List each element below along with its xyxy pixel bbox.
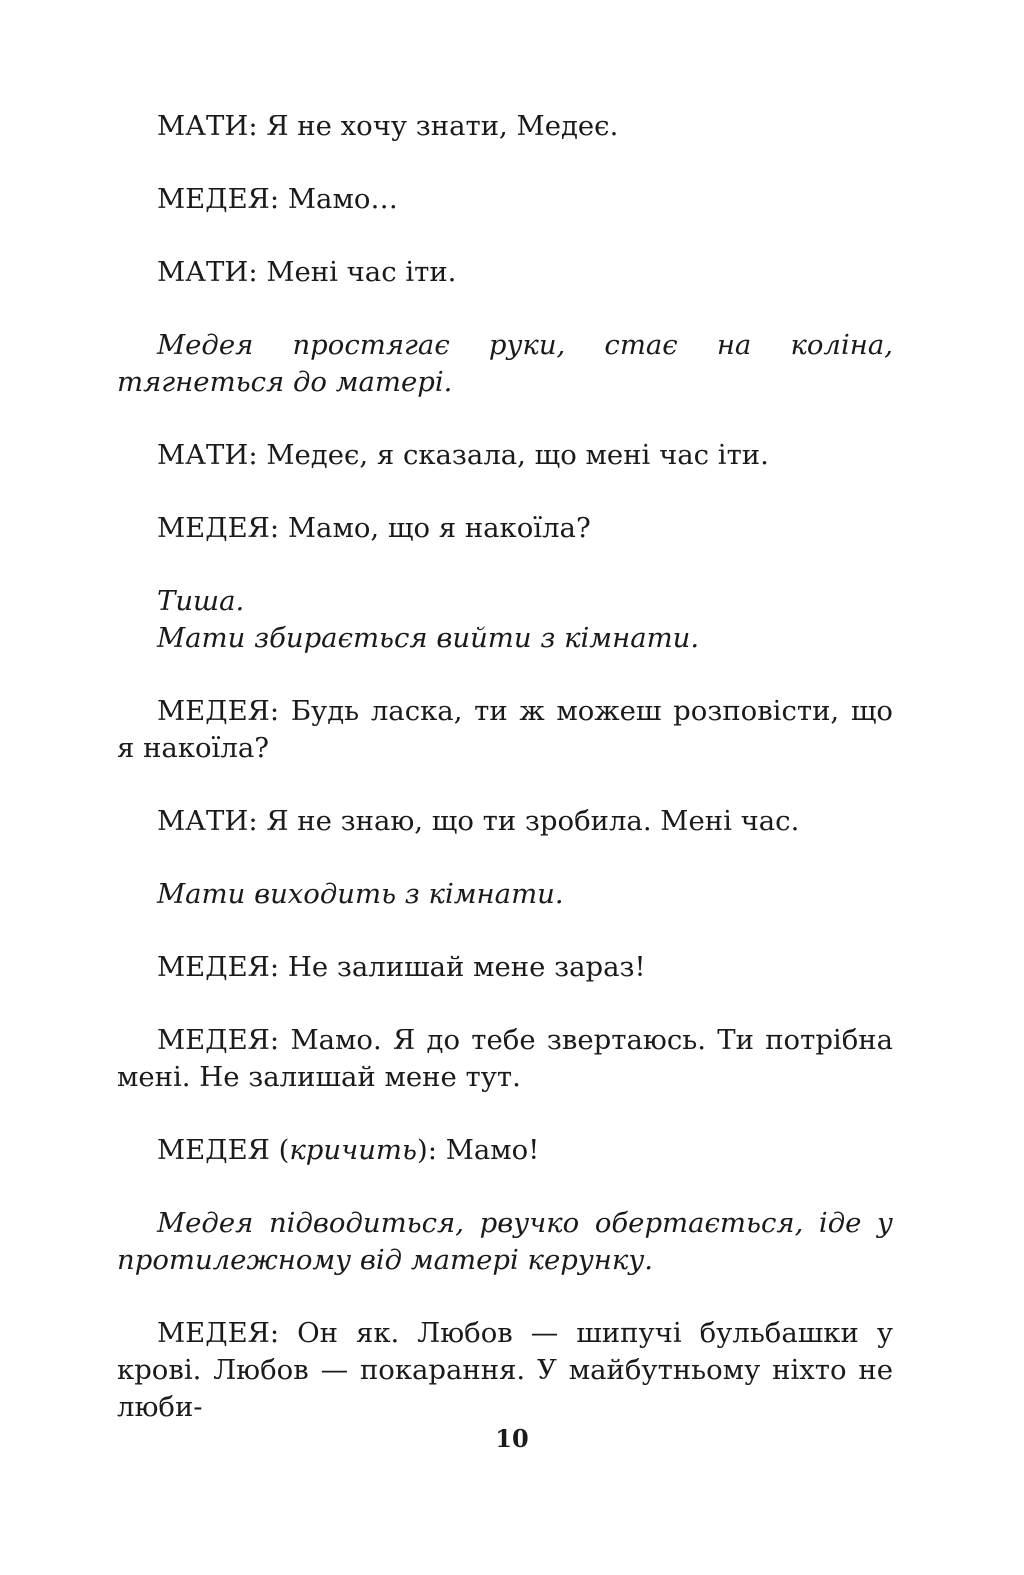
speaker: МЕДЕЯ [157, 512, 270, 544]
speaker: МАТИ [157, 805, 249, 837]
speaker: МАТИ [157, 439, 249, 471]
speaker: МЕДЕЯ [157, 1317, 270, 1349]
line-text: Будь ласка, ти ж можеш розповісти, що я накоїла? [117, 695, 893, 764]
dialogue-line: МАТИ: Медеє, я сказала, що мені час іти. [157, 439, 769, 471]
speaker: МЕДЕЯ [157, 695, 270, 727]
stage-direction: Тиша. [157, 585, 245, 617]
speaker: МЕДЕЯ [157, 183, 270, 215]
stage-direction: Медея підводиться, рвучко обертається, іде у протилежному від матері керунку. [117, 1207, 893, 1276]
play-text [117, 108, 893, 1462]
stage-direction: Мати виходить з кімнати. [157, 878, 564, 910]
stage-direction: Медея простягає руки, стає на коліна, тягнеться до матері. [117, 329, 893, 398]
aside: кричить [289, 1134, 417, 1166]
line-text: Я не хочу знати, Медеє. [266, 110, 619, 142]
speaker: МЕДЕЯ [157, 1134, 270, 1166]
line-text: Не залишай мене зараз! [287, 951, 646, 983]
dialogue-line: МЕДЕЯ: Не залишай мене зараз! [157, 951, 646, 983]
speaker: МЕДЕЯ [157, 1024, 270, 1056]
line-text: Медеє, я сказала, що мені час іти. [266, 439, 769, 471]
dialogue-line: МЕДЕЯ: Мамо, що я накоїла? [157, 512, 591, 544]
line-text: Мені час іти. [266, 256, 457, 288]
page-number: 10 [495, 1424, 529, 1453]
dialogue-line: МЕДЕЯ: Мамо. Я до тебе звертаюсь. Ти потрібна мені. Не залишай мене тут. [117, 1024, 893, 1093]
stage-direction: Мати збирається вийти з кімнати. [157, 622, 700, 654]
line-text: Мамо, що я накоїла? [287, 512, 591, 544]
dialogue-line: МЕДЕЯ: Будь ласка, ти ж можеш розповісти, що я накоїла? [117, 695, 893, 764]
dialogue-line: МАТИ: Мені час іти. [157, 256, 457, 288]
line-text: Я не знаю, що ти зробила. Мені час. [266, 805, 800, 837]
dialogue-line: МАТИ: Я не знаю, що ти зробила. Мені час. [157, 805, 800, 837]
line-text: Мамо! [445, 1134, 540, 1166]
dialogue-line: МЕДЕЯ: Он як. Любов — шипучі бульбашки у крові. Любов — покарання. У майбутньому ніхто не люби- [117, 1317, 893, 1423]
dialogue-line: МЕДЕЯ: Мамо… [157, 183, 398, 215]
speaker: МЕДЕЯ [157, 951, 270, 983]
dialogue-line: МАТИ: Я не хочу знати, Медеє. [157, 110, 619, 142]
dialogue-line: МЕДЕЯ (кричить): Мамо! [157, 1134, 540, 1166]
line-text: Он як. Любов — шипучі бульбашки у крові. Любов — покарання. У майбутньому ніхто не люби- [117, 1317, 893, 1423]
line-text: Мамо… [287, 183, 398, 215]
speaker: МАТИ [157, 110, 249, 142]
line-text: Мамо. Я до тебе звертаюсь. Ти потрібна мені. Не залишай мене тут. [117, 1024, 893, 1093]
speaker: МАТИ [157, 256, 249, 288]
